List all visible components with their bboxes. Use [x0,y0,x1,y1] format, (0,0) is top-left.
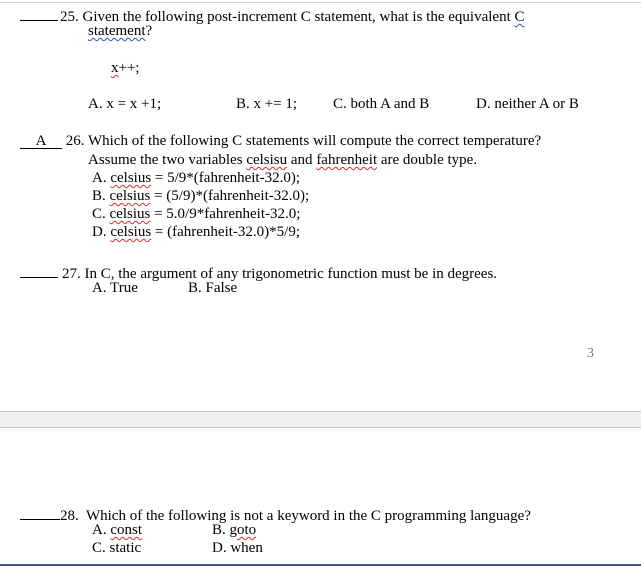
question-26 [20,132,541,150]
question-25-line2 [88,22,152,40]
question-text: In C, the argument of any trigonometric function must be in degrees. [84,266,498,282]
option-c [92,205,300,223]
code-rest: ++; [118,60,140,76]
question-text: Which of the following C statements will compute the correct temperature? [87,133,542,149]
option-a [92,521,142,539]
page-break-gap [0,411,641,428]
question-text: Assume the two variables [88,152,243,168]
page-number: 3 [587,346,594,361]
option-letter: C. [92,206,106,222]
option-a [92,169,300,187]
question-text: and [290,152,313,168]
answer-blank-26[interactable]: A [20,132,62,149]
question-text: ? [145,23,153,39]
option-word: static [109,540,142,556]
code-snippet [111,59,140,77]
option-var: celsius [110,224,152,240]
option-word: when [230,540,263,556]
question-text: fahrenheit [316,152,378,168]
option-a: A. True [92,280,138,296]
question-number: 27. [62,266,81,282]
question-text: celsisu [246,152,288,168]
option-text: = 5.0/9*fahrenheit-32.0; [154,206,301,222]
answer-blank-27[interactable] [20,261,58,278]
option-letter: C. [92,540,106,556]
code-var: x [111,60,119,76]
option-c: C. both A and B [333,96,430,112]
option-b [92,187,309,205]
option-var: celsius [109,206,151,222]
option-var: celsius [110,170,152,186]
option-letter: D. [92,224,107,240]
option-b [212,521,256,539]
answer-blank-25[interactable] [20,4,58,21]
option-b: B. x += 1; [236,96,298,112]
option-letter: A. [92,522,107,538]
question-26-line2 [88,151,477,169]
option-letter: D. [212,540,227,556]
option-text: = 5/9*(fahrenheit-32.0); [154,170,300,186]
question-text: are double type. [380,152,478,168]
question-text: Which of the following is not a keyword in the C programming language? [85,508,531,524]
option-a: A. x = x +1; [88,96,162,112]
question-text: Given the following post-increment C statement, what is the equivalent [82,9,511,25]
option-d [212,539,263,557]
option-word: const [110,522,143,538]
question-text: statement [88,23,146,39]
option-letter: B. [92,188,106,204]
option-word: goto [229,522,257,538]
option-b: B. False [188,280,238,296]
option-letter: A. [92,170,107,186]
question-number: 25. [60,9,79,25]
option-d: D. neither A or B [476,96,579,112]
option-text: = (fahrenheit-32.0)*5/9; [154,224,300,240]
question-number: 26. [65,133,85,149]
option-c [92,539,141,557]
option-d [92,223,300,241]
question-text: C [514,9,525,25]
question-number: 28. [60,508,79,524]
option-letter: B. [212,522,226,538]
page-top-border [0,2,641,3]
option-var: celsius [109,188,151,204]
answer-blank-28[interactable] [20,503,60,520]
option-text: = (5/9)*(fahrenheit-32.0); [154,188,310,204]
